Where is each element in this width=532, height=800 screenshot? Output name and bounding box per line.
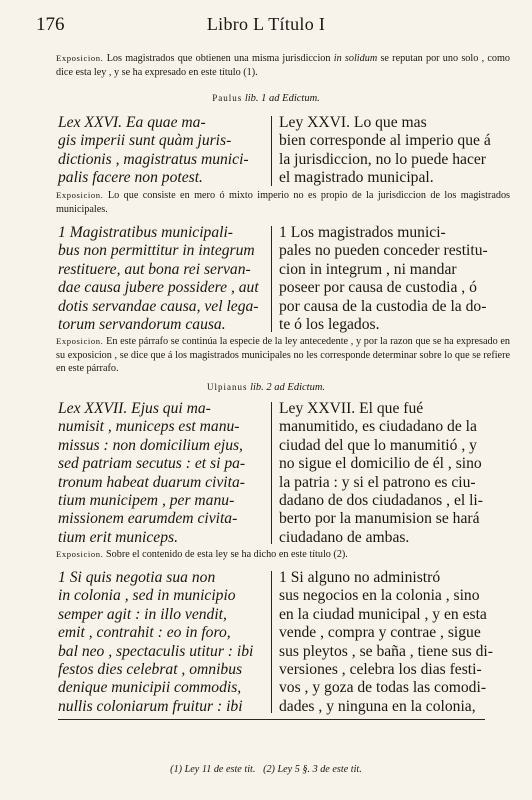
latin-line: semper agit : in illo vendit, <box>58 605 227 623</box>
latin-line: 1 Si quis negotia sua non <box>58 569 216 586</box>
column-divider <box>271 116 272 186</box>
source-author: Paulus <box>212 93 243 103</box>
exposition-text: En este párrafo se continúa la especie de la ley antecedente , y por la razon que se ha expresado en su exposicion , se dice que á los magistrados municipales no les corresponde determinar sobre lo que se refiere en este párrafo. <box>56 336 510 374</box>
exposition-label: Exposicion. <box>56 190 104 200</box>
exposition-label: Exposicion. <box>56 336 104 346</box>
spanish-line: te ó los legados. <box>279 316 380 334</box>
spanish-line: manumitido, es ciudadano de la <box>279 418 477 436</box>
latin-line: missionem earumdem civita- <box>58 510 238 528</box>
source-citation <box>0 382 532 393</box>
latin-line: torum servandorum causa. <box>58 316 226 334</box>
source-citation <box>0 93 532 104</box>
spanish-column <box>279 569 493 716</box>
latin-line: Lex XXVI. Ea quae ma- <box>58 114 206 131</box>
exposition-note <box>56 548 510 562</box>
latin-column <box>58 224 264 334</box>
exposition-text: Sobre el contenido de esta ley se ha dicho en este título (2). <box>105 549 348 560</box>
spanish-line: 1 Los magistrados munici- <box>279 224 446 241</box>
latin-line: dictionis , magistratus munici- <box>58 150 249 168</box>
latin-line: tium municipem , per manu- <box>58 492 235 510</box>
spanish-line: poseer por causa de custodia , ó <box>279 279 477 297</box>
latin-column <box>58 400 264 547</box>
column-divider <box>271 571 272 713</box>
exposition-label: Exposicion. <box>56 53 104 63</box>
exposition-text: Los magistrados que obtienen una misma jurisdiccion <box>106 53 334 64</box>
exposition-text: Lo que consiste en mero ó mixto imperio no es propio de la jurisdiccion de los magistrados municipales. <box>56 190 510 215</box>
latin-line: dotis servandae causa, vel lega- <box>58 297 259 315</box>
source-author: Ulpianus <box>206 382 248 392</box>
latin-line: sed patriam secutus : et si pa- <box>58 455 246 473</box>
exposition-note <box>56 52 510 79</box>
exposition-note <box>56 189 510 216</box>
spanish-line: dades , y ninguna en la colonia, <box>279 697 476 715</box>
latin-column <box>58 114 264 188</box>
latin-line: bus non permittitur in integrum <box>58 242 255 260</box>
latin-line: palis facere non potest. <box>58 169 203 187</box>
source-reference: lib. 1 ad Edictum. <box>242 93 320 104</box>
spanish-line: sus pleytos , se baña , tiene sus di- <box>279 642 493 660</box>
footnote-rule <box>58 719 485 720</box>
latin-line: gis imperii sunt quàm juris- <box>58 132 232 150</box>
spanish-line: Ley XXVII. El que fué <box>279 400 424 417</box>
page-number: 176 <box>36 14 65 35</box>
page-title: Libro L Título I <box>206 14 326 34</box>
exposition-italic: in solidum <box>333 53 378 64</box>
spanish-line: Ley XXVI. Lo que mas <box>279 114 427 131</box>
latin-line: in colonia , sed in municipio <box>58 587 236 605</box>
exposition-label: Exposicion. <box>56 549 104 559</box>
spanish-line: la jurisdiccion, no lo puede hacer <box>279 150 486 168</box>
spanish-line: bien corresponde al imperio que á <box>279 132 491 150</box>
footnotes <box>0 764 532 775</box>
spanish-line: en la ciudad municipal , y en esta <box>279 605 487 623</box>
spanish-line: ciudadano de ambas. <box>279 528 410 546</box>
exposition-note <box>56 335 510 376</box>
spanish-line: vos , y goza de todas las comodi- <box>279 679 487 697</box>
latin-line: restituere, aut bona rei servan- <box>58 260 251 278</box>
latin-line: emit , contrahit : eo in foro, <box>58 624 231 642</box>
latin-line: 1 Magistratibus municipali- <box>58 224 233 241</box>
source-reference: lib. 2 ad Edictum. <box>247 382 326 393</box>
latin-line: Lex XXVII. Ejus qui ma- <box>58 400 211 417</box>
latin-line: denique municipii commodis, <box>58 679 242 697</box>
spanish-line: vende , compra y contrae , sigue <box>279 624 481 642</box>
spanish-line: cion in integrum , ni mandar <box>279 260 457 278</box>
column-divider <box>271 402 272 544</box>
spanish-line: 1 Si alguno no administró <box>279 569 441 586</box>
latin-column <box>58 569 264 716</box>
spanish-line: versiones , celebra los dias festi- <box>279 661 482 679</box>
spanish-line: dadano de dos ciudadanos , el li- <box>279 492 483 510</box>
spanish-line: sus negocios en la colonia , sino <box>279 587 480 605</box>
spanish-column <box>279 114 489 188</box>
latin-line: tronum habeat duarum civita- <box>58 473 245 491</box>
latin-line: nullis coloniarum fruitur : ibi <box>58 697 243 715</box>
spanish-line: la patria : y si el patrono es ciu- <box>279 473 476 491</box>
footnote-2: (2) Ley 5 §. 3 de este tit. <box>263 764 362 775</box>
latin-line: missus : non domicilium ejus, <box>58 436 243 454</box>
spanish-line: el magistrado municipal. <box>279 169 434 187</box>
spanish-line: ciudad del que lo manumitió , y <box>279 436 477 454</box>
spanish-line: no sigue el domicilio de él , sino <box>279 455 482 473</box>
latin-line: tium erit municeps. <box>58 528 178 546</box>
latin-line: dae causa jubere possidere , aut <box>58 279 259 297</box>
spanish-line: pales no pueden conceder restitu- <box>279 242 488 260</box>
latin-line: festos dies celebrat , omnibus <box>58 661 243 679</box>
spanish-line: berto por la manumision se hará <box>279 510 480 528</box>
spanish-line: por causa de la custodia de la do- <box>279 297 487 315</box>
spanish-column <box>279 224 489 334</box>
latin-line: bal neo , spectaculis utitur : ibi <box>58 642 254 660</box>
spanish-column <box>279 400 489 547</box>
column-divider <box>271 226 272 332</box>
footnote-1: (1) Ley 11 de este tit. <box>170 764 256 775</box>
exposition-text: se reputan por uno solo , como dice esta ley , y se ha expresado en este título (1). <box>56 53 511 78</box>
latin-line: numisit , municeps est manu- <box>58 418 240 436</box>
